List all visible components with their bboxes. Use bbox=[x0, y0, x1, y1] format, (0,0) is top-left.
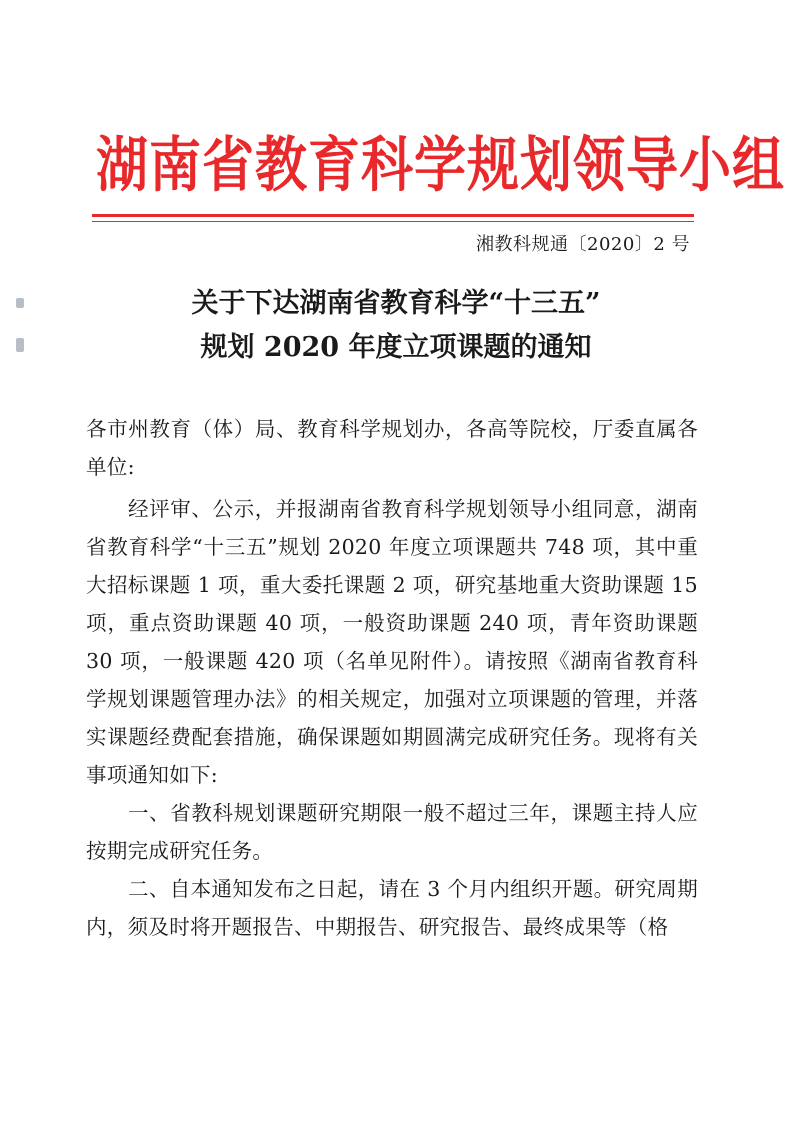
document-title bbox=[90, 282, 702, 370]
document-number: 湘教科规通〔2020〕2 号 bbox=[476, 234, 690, 255]
scan-mark bbox=[16, 298, 24, 308]
body-paragraph: 一、省教科规划课题研究期限一般不超过三年，课题主持人应按期完成研究任务。 bbox=[86, 801, 698, 863]
body-paragraph: 二、自本通知发布之日起，请在 3 个月内组织开题。研究周期内，须及时将开题报告、中期报告、研究报告、最终成果等（格 bbox=[86, 877, 698, 939]
header-rule-thin bbox=[92, 221, 694, 222]
document-body bbox=[86, 410, 698, 946]
body-paragraph: 经评审、公示，并报湖南省教育科学规划领导小组同意，湖南省教育科学“十三五”规划 2020 年度立项课题共 748 项，其中重大招标课题 1 项，重大委托课题 2 项，研究基地重大资助课题 15 项，重点资助课题 40 项，一般资助课题 240 项，青年资助课题 30 项，一般课题 420 项（名单见附件）。请按照《湖南省教育科学规划课题管理办法》的相关规定，加强对立项课题的管理，并落实课题经费配套措施，确保课题如期圆满完成研究任务。现将有关事项通知如下: bbox=[86, 497, 698, 787]
addressee: 各市州教育（体）局、教育科学规划办，各高等院校，厅委直属各单位: bbox=[86, 417, 698, 479]
document-title-line-1: 关于下达湖南省教育科学“十三五” bbox=[191, 288, 601, 319]
issuing-org-header: 湖南省教育科学规划领导小组 bbox=[96, 131, 786, 201]
header-rule-thick bbox=[92, 214, 694, 217]
scan-mark bbox=[16, 338, 24, 352]
document-title-line-2: 规划 2020 年度立项课题的通知 bbox=[200, 332, 592, 363]
